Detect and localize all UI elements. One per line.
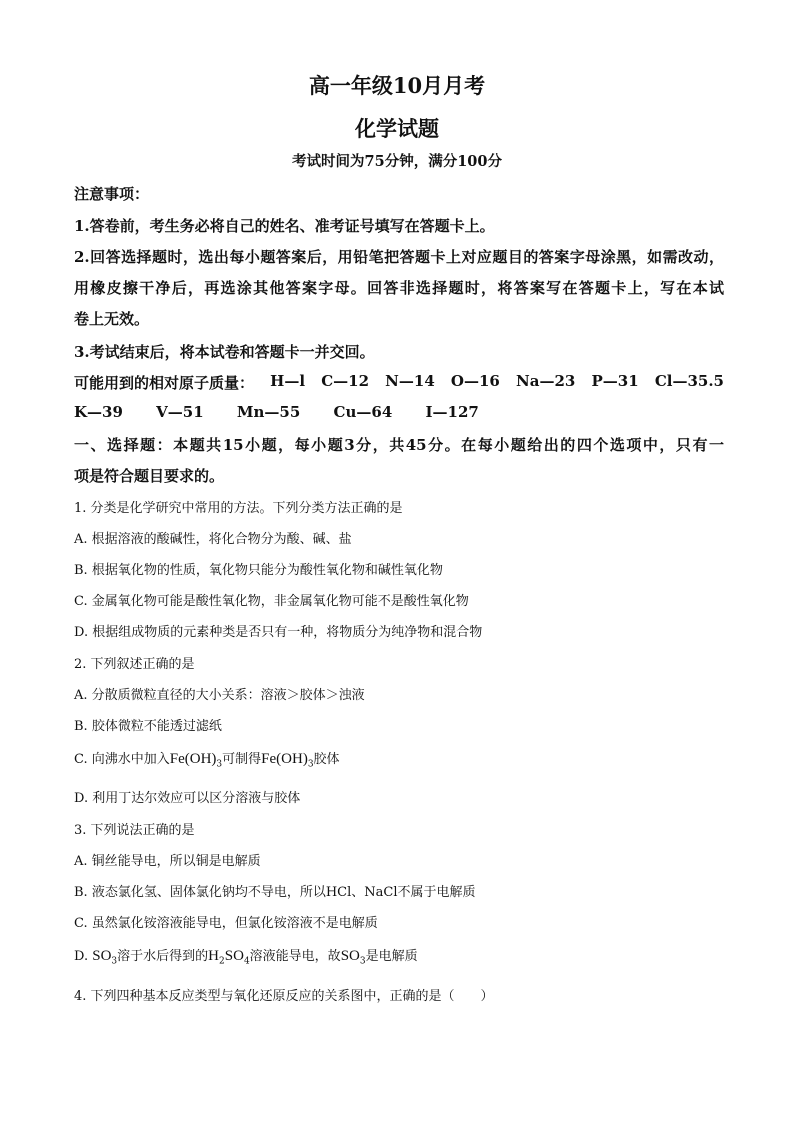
question-2-option-c: C. 向沸水中加入$Fe(OH)_3$可制得$Fe(OH)_3$胶体 [74, 751, 340, 770]
atomic-mass: Cu—64 [333, 403, 393, 421]
question-3-option-d: D. $SO_3$溶于水后得到的$H_2SO_4$溶液能导电，故$SO_3$是电解质 [74, 948, 418, 967]
atomic-mass: N—14 [385, 372, 435, 390]
chemical-formula: Fe(OH) [169, 751, 217, 767]
atomic-mass: I—127 [425, 403, 479, 421]
question-2-option-d: D. 利用丁达尔效应可以区分溶液与胶体 [74, 791, 301, 806]
atomic-mass: Mn—55 [236, 403, 301, 421]
question-1-option-b: B. 根据氧化物的性质，氧化物只能分为酸性氧化物和碱性氧化物 [74, 563, 443, 578]
question-3-stem: 3. 下列说法正确的是 [74, 823, 195, 838]
notice-item-3: 3.考试结束后，将本试卷和答题卡一并交回。 [74, 343, 375, 361]
question-1-stem: 1. 分类是化学研究中常用的方法。下列分类方法正确的是 [74, 501, 403, 516]
question-1-option-d: D. 根据组成物质的元素种类是否只有一种，将物质分为纯净物和混合物 [74, 625, 483, 640]
subject-title: 化学试题 [355, 116, 439, 141]
chemical-formula: Fe(OH) [261, 751, 308, 767]
question-3-option-a: A. 铜丝能导电，所以铜是电解质 [74, 854, 261, 869]
question-2-option-a: A. 分散质微粒直径的大小关系：溶液＞胶体＞浊液 [74, 688, 365, 703]
notice-item-1: 1.答卷前，考生务必将自己的姓名、准考证号填写在答题卡上。 [74, 217, 495, 235]
notice-heading: 注意事项： [74, 185, 150, 203]
question-3-option-b: B. 液态氯化氢、固体氯化钠均不导电，所以HCl、NaCl不属于电解质 [74, 885, 476, 900]
question-1-option-c: C. 金属氧化物可能是酸性氧化物，非金属氧化物可能不是酸性氧化物 [74, 594, 469, 609]
chemical-formula: SO [92, 948, 112, 964]
atomic-mass: K—39 [74, 403, 123, 421]
question-3-option-c: C. 虽然氯化铵溶液能导电，但氯化铵溶液不是电解质 [74, 916, 378, 931]
notice-item-2-line-1: 2.回答选择题时，选出每小题答案后，用铅笔把答题卡上对应题目的答案字母涂黑，如需改动， [74, 248, 724, 266]
atomic-mass: P—31 [591, 372, 639, 390]
atomic-masses-row-1 [74, 372, 724, 393]
atomic-mass: C—12 [321, 372, 370, 390]
atomic-masses-row-2 [74, 403, 724, 421]
atomic-mass: Cl—35.5 [654, 372, 724, 390]
atomic-mass: H—l [270, 372, 306, 390]
question-4-stem: 4. 下列四种基本反应类型与氧化还原反应的关系图中，正确的是（ ） [74, 989, 494, 1004]
chemical-formula: H [208, 948, 220, 964]
atomic-masses-label: 可能用到的相对原子质量： [74, 374, 255, 392]
question-1-option-a: A. 根据溶液的酸碱性，将化合物分为酸、碱、盐 [74, 532, 352, 547]
notice-item-2-line-2: 用橡皮擦干净后，再选涂其他答案字母。回答非选择题时，将答案写在答题卡上，写在本试 [74, 279, 724, 297]
exam-info: 考试时间为75分钟，满分100分 [292, 153, 502, 170]
question-2-option-b: B. 胶体微粒不能透过滤纸 [74, 719, 222, 734]
atomic-mass: V—51 [156, 403, 204, 421]
section-1-heading-line-1: 一、选择题：本题共15小题，每小题3分，共45分。在每小题给出的四个选项中，只有一 [74, 436, 724, 454]
exam-title: 高一年级10月月考 [308, 73, 486, 98]
atomic-mass: Na—23 [516, 372, 576, 390]
atomic-mass: O—16 [450, 372, 500, 390]
section-1-heading-line-2: 项是符合题目要求的。 [74, 467, 225, 485]
chemical-formula: SO [340, 948, 360, 964]
question-2-stem: 2. 下列叙述正确的是 [74, 657, 195, 672]
notice-item-2-line-3: 卷上无效。 [74, 310, 150, 328]
